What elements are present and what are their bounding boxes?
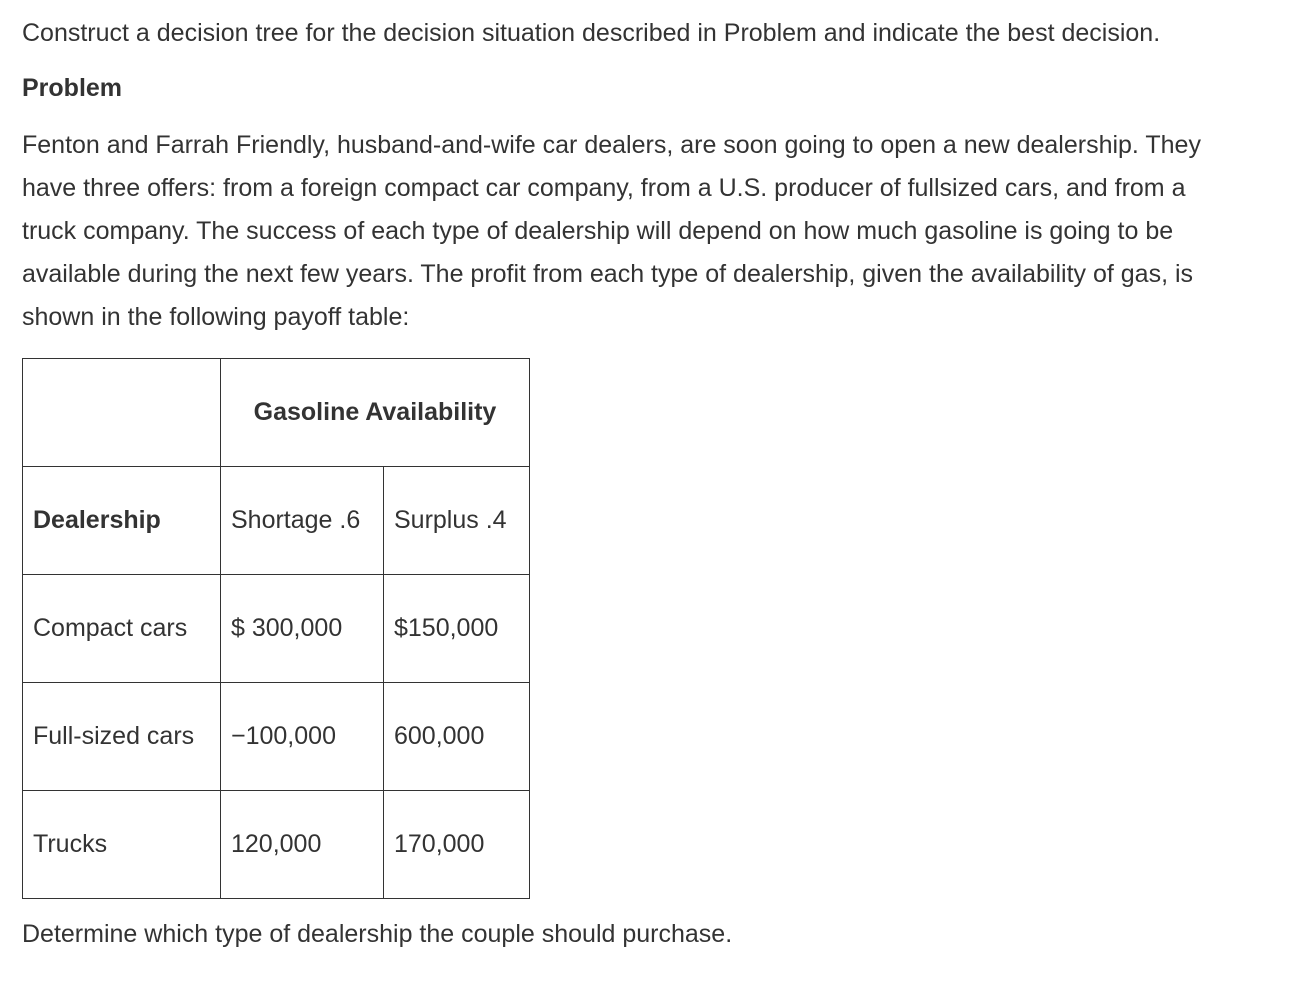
empty-corner-cell — [23, 359, 221, 467]
table-header-row — [23, 359, 530, 467]
table-row — [23, 575, 530, 683]
cell-trucks-surplus: 170,000 — [384, 791, 530, 899]
closing-text: Determine which type of dealership the couple should purchase. — [22, 920, 733, 948]
table-row — [23, 683, 530, 791]
cell-compact-shortage: $ 300,000 — [221, 575, 384, 683]
table-column-header-row — [23, 467, 530, 575]
problem-heading: Problem — [22, 74, 123, 102]
problem-text: Fenton and Farrah Friendly, husband-and-wife car dealers, are soon going to open a new dealership. They have three offers: from a foreign compact car company, from a U.S. producer of fullsized cars, and from a truck company. The success of each type of dealership will depend on how much gasoline is going to be available during the next few years. The profit from each type of dealership, given the availability of gas, is shown in the following payoff table: — [22, 131, 1201, 331]
dealership-header: Dealership — [23, 467, 221, 575]
payoff-table — [22, 358, 530, 899]
column-header-surplus: Surplus .4 — [384, 467, 530, 575]
row-label-compact-cars: Compact cars — [23, 575, 221, 683]
column-header-shortage: Shortage .6 — [221, 467, 384, 575]
intro-text: Construct a decision tree for the decision situation described in Problem and indicate the best decision. — [22, 19, 1161, 47]
cell-full-sized-shortage: −100,000 — [221, 683, 384, 791]
row-label-full-sized-cars: Full-sized cars — [23, 683, 221, 791]
cell-full-sized-surplus: 600,000 — [384, 683, 530, 791]
row-label-trucks: Trucks — [23, 791, 221, 899]
gasoline-availability-header: Gasoline Availability — [221, 359, 530, 467]
document-body — [22, 12, 1222, 956]
cell-trucks-shortage: 120,000 — [221, 791, 384, 899]
cell-compact-surplus: $150,000 — [384, 575, 530, 683]
table-row — [23, 791, 530, 899]
